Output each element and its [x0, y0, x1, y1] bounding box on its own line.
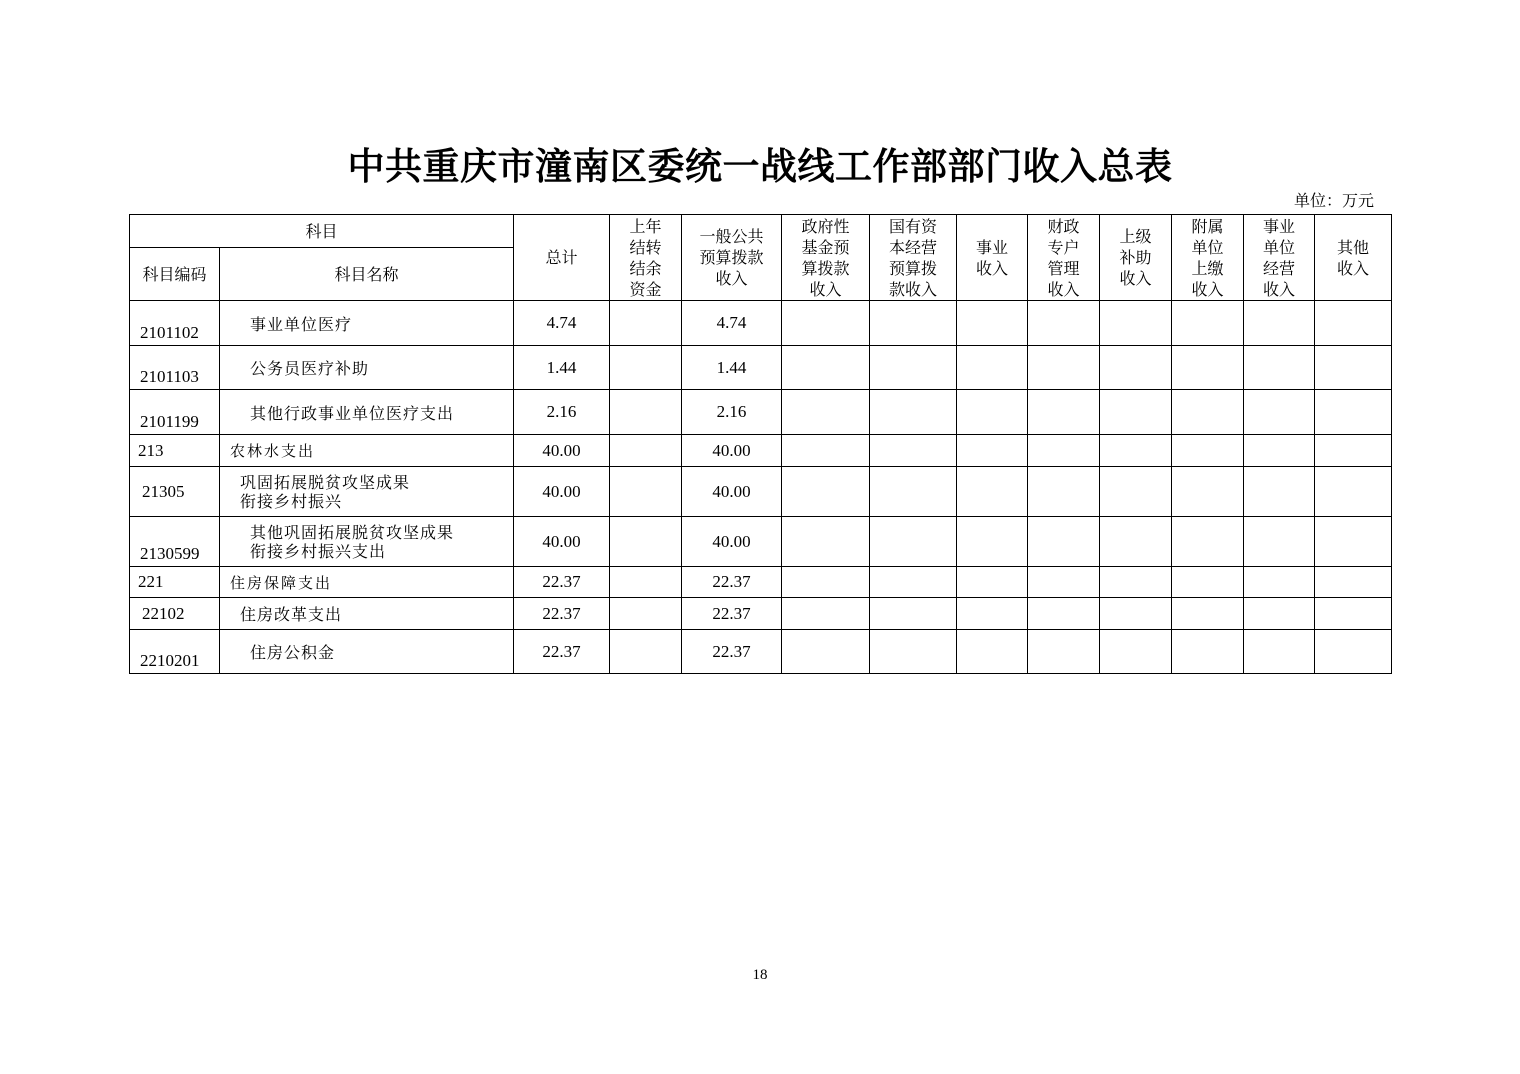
row-code: 221: [130, 567, 220, 598]
table-row: [130, 301, 1392, 346]
row-general: 1.44: [682, 346, 782, 390]
income-table: [129, 214, 1392, 674]
row-general: 22.37: [682, 598, 782, 630]
row-code: 21305: [130, 467, 220, 517]
header-name: 科目名称: [220, 248, 514, 301]
row-total: 22.37: [514, 630, 610, 674]
table-row: [130, 630, 1392, 674]
row-name: 住房公积金: [220, 630, 514, 674]
row-name: 其他行政事业单位医疗支出: [220, 390, 514, 435]
row-code: 2101103: [130, 346, 220, 390]
row-total: 2.16: [514, 390, 610, 435]
row-code: 2101102: [130, 301, 220, 346]
header-code: 科目编码: [130, 248, 220, 301]
row-code: 22102: [130, 598, 220, 630]
header-state-capital: 国有资 本经营 预算拨 款收入: [870, 215, 957, 301]
row-total: 22.37: [514, 567, 610, 598]
header-business: 事业 收入: [957, 215, 1028, 301]
table-row: [130, 517, 1392, 567]
header-carryover: 上年 结转 结余 资金: [610, 215, 682, 301]
header-operation: 事业 单位 经营 收入: [1244, 215, 1315, 301]
row-name: 公务员医疗补助: [220, 346, 514, 390]
header-affiliated: 附属 单位 上缴 收入: [1172, 215, 1244, 301]
header-fiscal-special: 财政 专户 管理 收入: [1028, 215, 1100, 301]
row-name: 巩固拓展脱贫攻坚成果 衔接乡村振兴: [220, 467, 514, 517]
row-name: 其他巩固拓展脱贫攻坚成果 衔接乡村振兴支出: [220, 517, 514, 567]
header-superior-subsidy: 上级 补助 收入: [1100, 215, 1172, 301]
row-general: 22.37: [682, 567, 782, 598]
table-row: [130, 346, 1392, 390]
row-general: 40.00: [682, 435, 782, 467]
row-total: 22.37: [514, 598, 610, 630]
row-name: 事业单位医疗: [220, 301, 514, 346]
header-total: 总计: [514, 215, 610, 301]
row-general: 40.00: [682, 467, 782, 517]
table-row: [130, 435, 1392, 467]
row-code: 213: [130, 435, 220, 467]
page-number: 18: [752, 967, 768, 983]
header-other: 其他 收入: [1315, 215, 1392, 301]
table-row: [130, 567, 1392, 598]
row-code: 2101199: [130, 390, 220, 435]
row-name: 住房改革支出: [220, 598, 514, 630]
row-name: 住房保障支出: [220, 567, 514, 598]
row-total: 4.74: [514, 301, 610, 346]
row-code: 2130599: [130, 517, 220, 567]
row-total: 40.00: [514, 435, 610, 467]
row-total: 1.44: [514, 346, 610, 390]
table-row: [130, 598, 1392, 630]
header-gov-fund: 政府性 基金预 算拨款 收入: [782, 215, 870, 301]
row-general: 2.16: [682, 390, 782, 435]
row-general: 4.74: [682, 301, 782, 346]
row-general: 40.00: [682, 517, 782, 567]
row-general: 22.37: [682, 630, 782, 674]
unit-label: 单位：万元: [1294, 191, 1375, 210]
header-general-budget: 一般公共 预算拨款 收入: [682, 215, 782, 301]
table-row: [130, 467, 1392, 517]
page-title: 中共重庆市潼南区委统一战线工作部部门收入总表: [347, 144, 1173, 188]
row-total: 40.00: [514, 467, 610, 517]
table-row: [130, 390, 1392, 435]
row-name: 农林水支出: [220, 435, 514, 467]
row-code: 2210201: [130, 630, 220, 674]
row-total: 40.00: [514, 517, 610, 567]
header-subject: 科目: [130, 215, 514, 248]
